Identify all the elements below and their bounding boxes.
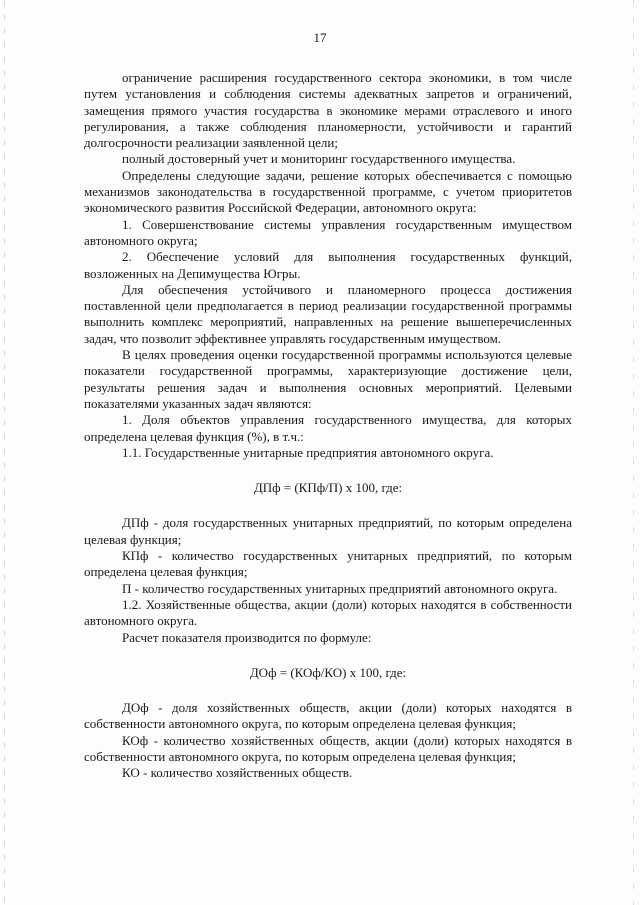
paragraph-indicator-1-2: 1.2. Хозяйственные общества, акции (доли) которых находятся в собственности автономного округа.: [84, 596, 572, 629]
paragraph-accounting: полный достоверный учет и мониторинг государственного имущества.: [122, 151, 516, 167]
formula-dpf: ДПф = (КПф/П) х 100, где:: [253, 480, 403, 496]
paragraph-tasks-intro: Определены следующие задачи, решение которых обеспечивается с помощью механизмов законодательства в государственной программе, с учетом приоритетов экономического развития Российской Федерации, автономного округа:: [84, 167, 572, 216]
body-text: [84, 70, 572, 782]
paragraph-indicators: В целях проведения оценки государственной программы используются целевые показатели государственной программы, характеризующие достижение цели, результаты решения задач и выполнения основных мероприятий. Целевыми показателями указанных задач являются:: [84, 347, 572, 411]
definition-kof: КОф - количество хозяйственных обществ, акции (доли) которых находятся в собственности автономного округа, по которым определена целевая функция;: [84, 732, 572, 764]
scan-edge-left: [4, 0, 5, 905]
paragraph-indicator-1-1: 1.1. Государственные унитарные предприятия автономного округа.: [122, 444, 494, 460]
scan-edge-right: [633, 0, 634, 905]
paragraph-task-1: 1. Совершенствование системы управления государственным имуществом автономного округа;: [84, 216, 572, 248]
paragraph-formula-intro: Расчет показателя производится по формуле:: [122, 629, 372, 645]
paragraph-measures: Для обеспечения устойчивого и планомерного процесса достижения поставленной цели предполагается в период реализации государственной программы выполнить комплекс мероприятий, направленных на решение вышеперечисленных задач, что позволит эффективнее управлять государственным имуществом.: [84, 281, 572, 346]
definition-kpf: КПф - количество государственных унитарных предприятий, по которым определена целевая функция;: [84, 548, 572, 580]
definition-dpf: ДПф - доля государственных унитарных предприятий, по которым определена целевая функция;: [84, 515, 572, 547]
formula-dof: ДОф = (КОф/КО) х 100, где:: [249, 664, 407, 680]
paragraph-restriction: ограничение расширения государственного сектора экономики, в том числе путем установления и соблюдения системы адекватных запретов и ограничений, замещения прямого участия государства в экономике мерами отраслевого и иного регулирования, а также соблюдения планомерности, устойчивости и гарантий долгосрочности реализации заявленной цели;: [84, 70, 572, 151]
definition-dof: ДОф - доля хозяйственных обществ, акции (доли) которых находятся в собственности автономного округа, по которым определена целевая функция;: [84, 700, 572, 732]
paragraph-indicator-1: 1. Доля объектов управления государственного имущества, для которых определена целевая функция (%), в т.ч.:: [84, 412, 572, 444]
definition-p: П - количество государственных унитарных предприятий автономного округа.: [122, 580, 558, 596]
definition-ko: КО - количество хозяйственных обществ.: [122, 765, 353, 781]
paragraph-task-2: 2. Обеспечение условий для выполнения государственных функций, возложенных на Депимущества Югры.: [84, 249, 572, 281]
page-number: 17: [313, 30, 327, 45]
